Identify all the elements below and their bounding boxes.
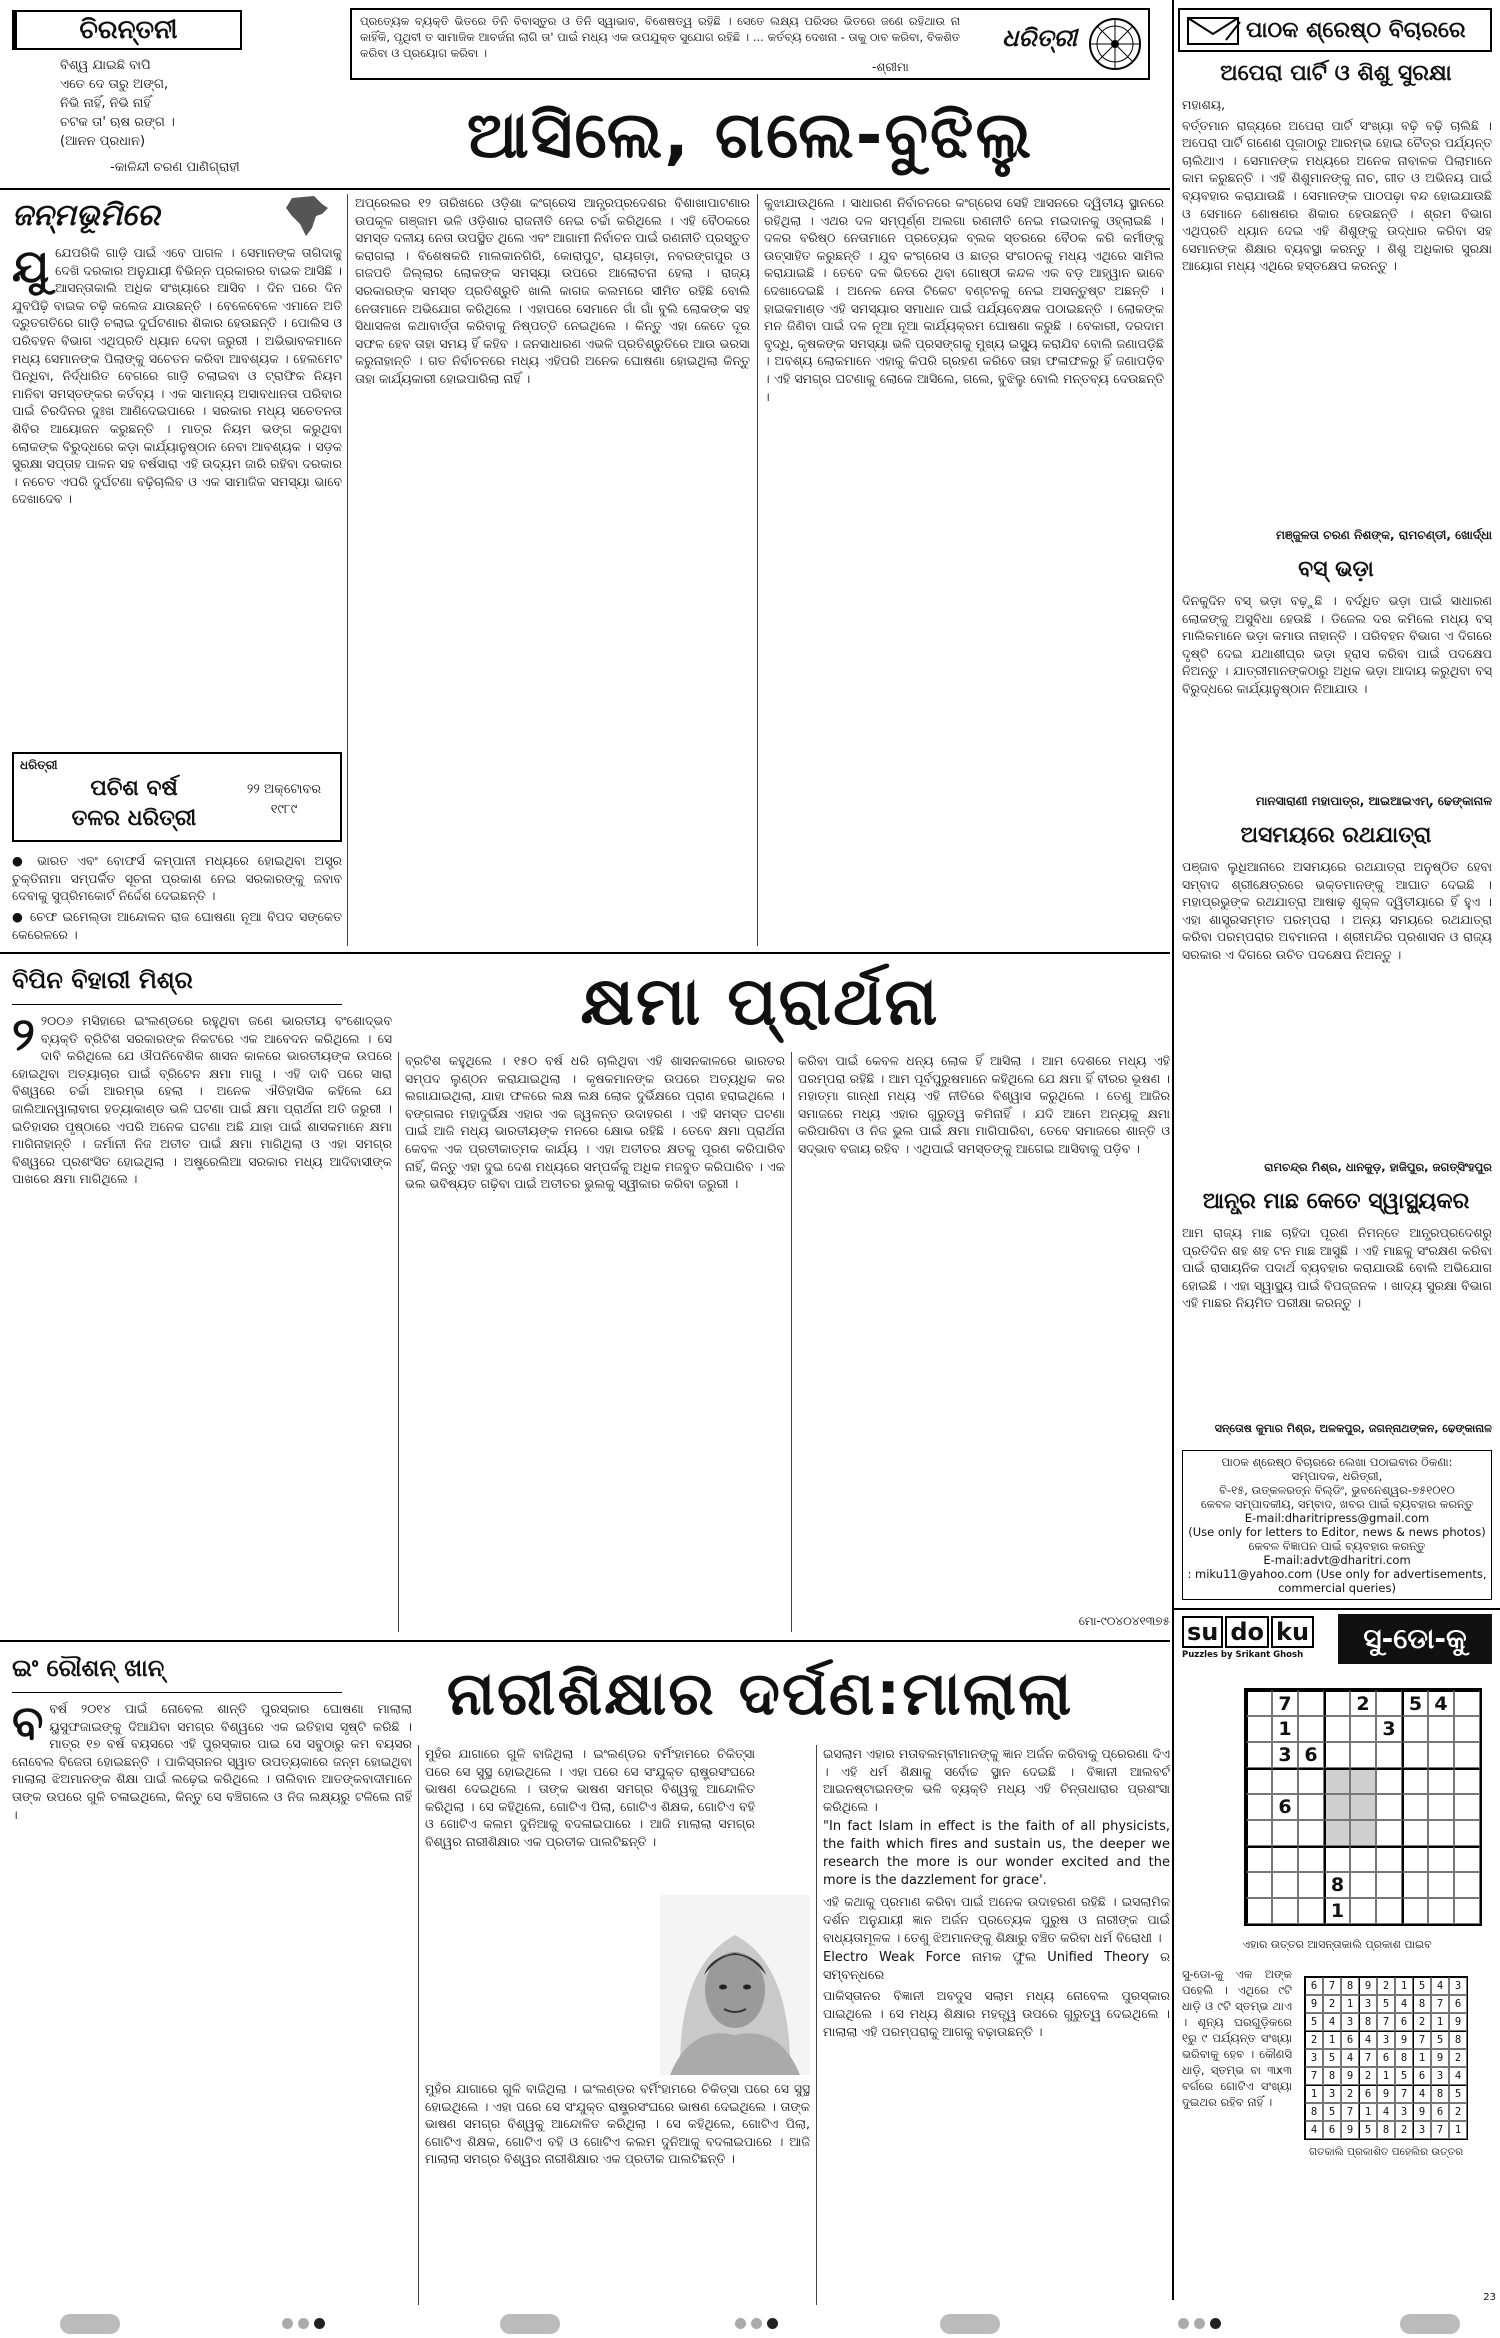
sudoku-cell[interactable] [1246, 1846, 1272, 1872]
sudoku-cell[interactable] [1272, 1898, 1298, 1924]
malala-author: ଇଂ ରୌଶନ୍ ଖାନ୍ [12, 1654, 165, 1682]
letter-4-signature: ସନ୍ତୋଷ କୁମାର ମିଶ୍ର, ଅଳକପୁର, ଜଗନ୍ନାଥଙ୍କନ, ଢେଙ୍କାନାଳ [1214, 1422, 1492, 1435]
malala-col1: ବବର୍ଷ ୨୦୧୪ ପାଇଁ ନୋବେଲ ଶାନ୍ତି ପୁରସ୍କାର ଘୋଷଣା ମାଲାଲା ୟୁସୁଫଜାଇଙ୍କୁ ଦିଆଯିବା ସମଗ୍ର ବିଶ୍ୱରେ ଏକ ଇତିହାସ ସୃଷ୍ଟି କରିଛି । ମାତ୍ର ୧୭ ବର୍ଷ ବୟସରେ ଏହି ପୁରସ୍କାର ପାଇ ସେ ସବୁଠାରୁ କମ ବୟସର ନୋବେଲ ବିଜେତା ହୋଇଛନ୍ତି । ପାକିସ୍ତାନର ସ୍ୱାତ ଉପତ୍ୟକାରେ ଜନ୍ମ ହୋଇଥିବା ମାଲାଲା ଝିଅମାନଙ୍କ ଶିକ୍ଷା ପାଇଁ ଲଢ଼େଇ କରିଥିଲେ । ତାଲିବାନ ଆତଙ୍କବାଦୀମାନେ ତାଙ୍କ ଉପରେ ଗୁଳି ଚଳାଇଥିଲେ, କିନ୍ତୁ ସେ ବଞ୍ଚିଗଲେ ଓ ନିଜ ଲକ୍ଷ୍ୟରୁ ଟଳିଲେ ନାହିଁ । [12, 1700, 412, 1822]
sudoku-solution-cell: 8 [1449, 2031, 1467, 2049]
letter-4-body: ଆମ ରାଜ୍ୟ ମାଛ ଚାହିଦା ପୂରଣ ନିମନ୍ତେ ଆନ୍ଧ୍ରପ୍ରଦେଶରୁ ପ୍ରତିଦିନ ଶହ ଶହ ଟନ ମାଛ ଆସୁଛି । ଏହି ମାଛକୁ ସଂରକ୍ଷଣ କରିବା ପାଇଁ ରାସାୟନିକ ପଦାର୍ଥ ବ୍ୟବହାର କରାଯାଉଛି ବୋଲି ଅଭିଯୋଗ ହୋଇଛି । ଏହା ସ୍ୱାସ୍ଥ୍ୟ ପାଇଁ ବିପଜ୍ଜନକ । ଖାଦ୍ୟ ସୁରକ୍ଷା ବିଭାଗ ଏହି ମାଛର ନିୟମିତ ପରୀକ୍ଷା କରନ୍ତୁ । [1182, 1225, 1492, 1311]
kshama-col2: ବ୍ରଟିଶ କହୁଥିଲେ । ୧୫୦ ବର୍ଷ ଧରି ଚାଲିଥିବା ଏହି ଶାସନକାଳରେ ଭାରତର ସମ୍ପଦ ଲୁଣ୍ଠନ କରାଯାଇଥିଲା । କୃଷକମାନଙ୍କ ଉପରେ ଅତ୍ୟଧିକ କର ଲଗାଯାଇଥିଲା, ଯାହା ଫଳରେ ଲକ୍ଷ ଲକ୍ଷ ଲୋକ ଦୁର୍ଭିକ୍ଷରେ ପ୍ରାଣ ହରାଇଥିଲେ । ବଙ୍ଗଳାର ମହାଦୁର୍ଭିକ୍ଷ ଏହାର ଏକ ଜ୍ୱଳନ୍ତ ଉଦାହରଣ । ଏହି ସମସ୍ତ ଘଟଣା ପାଇଁ ଆଜି ମଧ୍ୟ ଭାରତୀୟଙ୍କ ମନରେ କ୍ଷୋଭ ରହିଛି । ତେବେ କ୍ଷମା ପ୍ରାର୍ଥନା କେବଳ ଏକ ପ୍ରତୀକାତ୍ମକ କାର୍ଯ୍ୟ । ଏହା ଅତୀତର କ୍ଷତକୁ ପୂରଣ କରିପାରିବ ନାହିଁ, କିନ୍ତୁ ଏହା ଦୁଇ ଦେଶ ମଧ୍ୟରେ ସମ୍ପର୍କକୁ ଅଧିକ ମଜବୁତ କରିପାରିବ । ଏକ ଭଲ ଭବିଷ୍ୟତ ଗଢ଼ିବା ପାଇଁ ଅତୀତର ଭୁଲକୁ ସ୍ୱୀକାର କରିବା ଜରୁରୀ । [405, 1053, 785, 1192]
sudoku-solution-cell: 6 [1359, 2085, 1377, 2103]
sudoku-solution-grid [1304, 1976, 1468, 2140]
registration-marks [0, 2308, 1500, 2338]
sudoku-cell[interactable] [1428, 1742, 1454, 1768]
kshama-author: ବିପିନ ବିହାରୀ ମିଶ୍ର [12, 966, 193, 994]
reg-dot [1194, 2318, 1205, 2329]
sudoku-solution-cell: 2 [1413, 2013, 1431, 2031]
sudoku-solution-cell: 4 [1377, 2103, 1395, 2121]
malala-col3 [823, 1745, 1170, 2305]
sudoku-cell[interactable] [1246, 1794, 1272, 1820]
sudoku-solution-cell: 7 [1431, 1995, 1449, 2013]
sudoku-solution-cell: 4 [1305, 2121, 1323, 2139]
malala-col3-p2: ଏହି କଥାକୁ ପ୍ରମାଣ କରିବା ପାଇଁ ଅନେକ ଉଦାହରଣ ରହିଛି । ଇସଲାମିକ ଦର୍ଶନ ଅନୁଯାୟୀ ଜ୍ଞାନ ଅର୍ଜନ ପ୍ରତ୍ୟେକ ପୁରୁଷ ଓ ନାରୀଙ୍କ ପାଇଁ ବାଧ୍ୟତାମୂଳକ । ତେଣୁ ଝିଅମାନଙ୍କୁ ଶିକ୍ଷାରୁ ବଞ୍ଚିତ କରିବା ଧର୍ମ ବିରୋଧୀ । [823, 1894, 1170, 1945]
sudoku-cell[interactable] [1298, 1768, 1324, 1794]
sudoku-cell[interactable] [1350, 1872, 1376, 1898]
reader-header-label: ପାଠକ ଶ୍ରେଷ୍ଠ ବିଚାରରେ [1246, 18, 1466, 43]
sudoku-solution-cell: 2 [1323, 1995, 1341, 2013]
malala-quote-en: "In fact Islam in effect is the faith of all physicists, the faith which fires and sustain us, the deeper we research the more is our wonder excited and the more is the dazzlement for grace'. [823, 1819, 1170, 1889]
sudoku-cell[interactable] [1298, 1716, 1324, 1742]
sudoku-solution-label: ଗତକାଲି ପ୍ରକାଶିତ ପହେଲିର ଉତ୍ତର [1308, 2146, 1464, 2158]
sudoku-cell[interactable]: 3 [1376, 1716, 1402, 1742]
sudoku-solution-cell: 6 [1431, 2103, 1449, 2121]
sudoku-solution-cell: 1 [1395, 1977, 1413, 1995]
sudoku-solution-cell: 9 [1395, 2031, 1413, 2049]
sudoku-solution-cell: 6 [1323, 2121, 1341, 2139]
sudoku-solution-cell: 3 [1305, 2049, 1323, 2067]
sudoku-cell[interactable] [1350, 1742, 1376, 1768]
sudoku-byline: Puzzles by Srikant Ghosh [1182, 1650, 1304, 1660]
quote-box [350, 8, 1150, 80]
sudoku-cell[interactable] [1246, 1742, 1272, 1768]
sudoku-cell[interactable] [1454, 1846, 1480, 1872]
letter-1-text: ବର୍ତ୍ତମାନ ରାଜ୍ୟରେ ଅପେରା ପାର୍ଟି ସଂଖ୍ୟା ବଢ଼ି ବଢ଼ି ଚାଲିଛି । ଅପେରା ପାର୍ଟି ଗଣେଶ ପୂଜାଠାରୁ ଆରମ୍ଭ ହୋଇ ଚୈତ୍ର ପର୍ଯ୍ୟନ୍ତ ଚାଲିଥାଏ । ସେମାନଙ୍କ ମଧ୍ୟରେ ଅନେକ ନାବାଳକ ପିଲାମାନେ କାମ କରୁଛନ୍ତି । ଏହି ଶିଶୁମାନଙ୍କୁ ନାଚ, ଗୀତ ଓ ଅଭିନୟ ପାଇଁ ବ୍ୟବହାର କରାଯାଉଛି । ସେମାନଙ୍କ ପାଠପଢ଼ା ବନ୍ଦ ହୋଇଯାଉଛି ଓ ସେମାନେ ଶୋଷଣର ଶିକାର ହେଉଛନ୍ତି । ଶ୍ରମ ବିଭାଗ ଏଥିପ୍ରତି ଧ୍ୟାନ ଦେଇ ଏହି ଶିଶୁଙ୍କୁ ଉଦ୍ଧାର କରିବା ସହ ସେମାନଙ୍କ ଶିକ୍ଷାର ବ୍ୟବସ୍ଥା କରନ୍ତୁ । ଶିଶୁ ଅଧିକାର ସୁରକ୍ଷା ଆୟୋଗ ମଧ୍ୟ ଏଥିରେ ହସ୍ତକ୍ଷେପ କରନ୍ତୁ । [1182, 117, 1492, 274]
sudoku-cell[interactable] [1428, 1794, 1454, 1820]
sudoku-solution-cell: 8 [1305, 2103, 1323, 2121]
kshama-col3: କରିବା ପାଇଁ କେବଳ ଧନ୍ୟ ଲୋକ ହିଁ ଆସିଲା । ଆମ ଦେଶରେ ମଧ୍ୟ ଏହି ପରମ୍ପରା ରହିଛି । ଆମ ପୂର୍ବପୁରୁଷମାନେ କହିଥିଲେ ଯେ କ୍ଷମା ହିଁ ବୀରର ଭୂଷଣ । ମହାତ୍ମା ଗାନ୍ଧୀ ମଧ୍ୟ ଏହି ନୀତିରେ ବିଶ୍ୱାସ କରୁଥିଲେ । ତେଣୁ ଆଜିର ସମାଜରେ ମଧ୍ୟ ଏହାର ଗୁରୁତ୍ୱ କମିନାହିଁ । ଯଦି ଆମେ ଅନ୍ୟକୁ କ୍ଷମା କରିପାରିବା ଓ ନିଜ ଭୁଲ ପାଇଁ କ୍ଷମା ମାଗିପାରିବା, ତେବେ ସମାଜରେ ଶାନ୍ତି ଓ ସଦ୍ଭାବ ବଜାୟ ରହିବ । ଏଥିପାଇଁ ସମସ୍ତଙ୍କୁ ଆଗେଇ ଆସିବାକୁ ପଡ଼ିବ । [798, 1053, 1170, 1156]
sudoku-cell[interactable] [1454, 1872, 1480, 1898]
letter-2-signature: ମାନସାରାଣୀ ମହାପାତ୍ର, ଆଇଆଇଏମ୍‌, ଢେଙ୍କାନାଳ [1255, 794, 1492, 808]
sudoku-logo [1182, 1616, 1334, 1666]
sudoku-logo-su: su [1182, 1616, 1223, 1648]
sudoku-cell[interactable]: 7 [1272, 1690, 1298, 1716]
sudoku-odia-title: ସୁ-ଡୋ-କୁ [1338, 1614, 1492, 1664]
sudoku-cell[interactable] [1350, 1846, 1376, 1872]
chirantani-label: ଚିରନ୍ତନୀ [12, 10, 242, 50]
letter-3-body: ପଞ୍ଜାବ ଲୁଧିଆନାରେ ଅସମୟରେ ରଥଯାତ୍ରା ଅନୁଷ୍ଠିତ ହେବା ସମ୍ବାଦ ଶ୍ରୀକ୍ଷେତ୍ରରେ ଭକ୍ତମାନଙ୍କୁ ଆଘାତ ଦେଇଛି । ମହାପ୍ରଭୁଙ୍କ ରଥଯାତ୍ରା ଆଷାଢ଼ ଶୁକ୍ଳ ଦ୍ୱିତୀୟାରେ ହିଁ ହୁଏ । ଏହା ଶାସ୍ତ୍ରସମ୍ମତ ପରମ୍ପରା । ଅନ୍ୟ ସମୟରେ ରଥଯାତ୍ରା କରିବା ପରମ୍ପରାର ଅବମାନନା । ଶ୍ରୀମନ୍ଦିର ପ୍ରଶାସନ ଓ ରାଜ୍ୟ ସରକାର ଏ ଦିଗରେ ଉଚିତ ପଦକ୍ଷେପ ନିଅନ୍ତୁ । [1182, 859, 1492, 962]
sudoku-cell[interactable]: 1 [1272, 1716, 1298, 1742]
sudoku-cell[interactable] [1402, 1794, 1428, 1820]
malala-col3-p1: ଇସଲାମ ଏହାର ମତାବଲମ୍ବୀମାନଙ୍କୁ ଜ୍ଞାନ ଅର୍ଜନ କରିବାକୁ ପ୍ରେରଣା ଦିଏ । ଏହି ଧର୍ମ ଶିକ୍ଷାକୁ ସର୍ବୋଚ୍ଚ ସ୍ଥାନ ଦେଇଛି । ବିଜ୍ଞାନୀ ଆଲବର୍ଟ ଆଇନଷ୍ଟାଇନଙ୍କ ଭଳି ବ୍ୟକ୍ତି ମଧ୍ୟ ଏହି ଚିନ୍ତାଧାରାର ପ୍ରଶଂସା କରିଥିଲେ । [823, 1746, 1170, 1814]
janmabhumi-label: ଜନ୍ମଭୂମିରେ [12, 198, 160, 233]
sudoku-solution-cell: 3 [1431, 2067, 1449, 2085]
sudoku-grid [1244, 1688, 1482, 1926]
sudoku-cell[interactable]: 5 [1402, 1690, 1428, 1716]
main-article-col2: କୁଝାଯାଉଥିଲେ । ସାଧାରଣ ନିର୍ବାଚନରେ କଂଗ୍ରେସ ସେହି ଆସନରେ ଦ୍ୱିତୀୟ ସ୍ଥାନରେ ରହିଥିଲା । ଏଥର ଦଳ ସମ୍ପୂର୍ଣ୍ଣ ଅଲଗା ରଣନୀତି ନେଇ ମଇଦାନକୁ ଓହ୍ଲାଇଛି । ଦଳର ବରିଷ୍ଠ ନେତାମାନେ ପ୍ରତ୍ୟେକ ବ୍ଲକ ସ୍ତରରେ ବୈଠକ କରି କର୍ମୀଙ୍କୁ ଉତ୍ସାହିତ କରୁଛନ୍ତି । ଯୁବ କଂଗ୍ରେସ ଓ ଛାତ୍ର ସଂଗଠନକୁ ମଧ୍ୟ ଏଥିରେ ସାମିଲ କରାଯାଇଛି । ତେବେ ଦଳ ଭିତରେ ଥିବା ଗୋଷ୍ଠୀ କନ୍ଦଳ ଏକ ବଡ଼ ଆହ୍ୱାନ ଭାବେ ଦେଖାଦେଇଛି । ଅନେକ ନେତା ଟିକେଟ ବଣ୍ଟନକୁ ନେଇ ଅସନ୍ତୁଷ୍ଟ ଅଛନ୍ତି । ହାଇକମାଣ୍ଡ ଏହି ସମସ୍ୟାର ସମାଧାନ ପାଇଁ ପର୍ଯ୍ୟବେକ୍ଷକ ପଠାଇଛନ୍ତି । ଲୋକଙ୍କ ମନ ଜିଣିବା ପାଇଁ ଦଳ ନୂଆ ନୂଆ କାର୍ଯ୍ୟକ୍ରମ ଘୋଷଣା କରୁଛି । ବେକାରୀ, ଦରଦାମ ବୃଦ୍ଧି, କୃଷକଙ୍କ ସମସ୍ୟା ଭଳି ପ୍ରସଙ୍ଗକୁ ମୁଖ୍ୟ ଇସ୍ୟୁ କରାଯିବ ବୋଲି ଜଣାପଡ଼ିଛି । ଅବଶ୍ୟ ଲୋକମାନେ ଏହାକୁ କିପରି ଗ୍ରହଣ କରିବେ ତାହା ଫଳାଫଳରୁ ହିଁ ଜଣାପଡ଼ିବ । ଏହି ସମଗ୍ର ଘଟଣାକୁ ଲୋକେ ଆସିଲେ, ଗଲେ, ବୁଝିଲୁ ବୋଲି ମନ୍ତବ୍ୟ ଦେଉଛନ୍ତି । [764, 195, 1164, 404]
letter-2-body: ଦିନକୁଦିନ ବସ୍ ଭଡ଼ା ବଢ଼ୁଛି । ବର୍ଦ୍ଧିତ ଭଡ଼ା ପାଇଁ ସାଧାରଣ ଲୋକଙ୍କୁ ଅସୁବିଧା ହେଉଛି । ଡିଜେଲ ଦର କମିଲେ ମଧ୍ୟ ବସ୍ ମାଲିକମାନେ ଭଡ଼ା କମାଉ ନାହାନ୍ତି । ପରିବହନ ବିଭାଗ ଏ ଦିଗରେ ଦୃଷ୍ଟି ଦେଇ ଯଥାଶୀଘ୍ର ଭଡ଼ା ହ୍ରାସ କରିବା ପାଇଁ ପଦକ୍ଷେପ ନିଅନ୍ତୁ । ଯାତ୍ରୀମାନଙ୍କଠାରୁ ଅଧିକ ଭଡ଼ା ଆଦାୟ କରୁଥିବା ବସ୍ ବିରୁଦ୍ଧରେ କାର୍ଯ୍ୟାନୁଷ୍ଠାନ ନିଆଯାଉ । [1182, 593, 1492, 696]
malala-col2: ମୁହଁର ଯାଗାରେ ଗୁଳି ବାଜିଥିଲା । ଇଂଲଣ୍ଡର ବର୍ମିଂହାମରେ ଚିକିତ୍ସା ପରେ ସେ ସୁସ୍ଥ ହୋଇଥିଲେ । ଏହା ପରେ ସେ ସଂଯୁକ୍ତ ରାଷ୍ଟ୍ରସଂଘରେ ଭାଷଣ ଦେଇଥିଲେ । ତାଙ୍କ ଭାଷଣ ସମଗ୍ର ବିଶ୍ୱକୁ ଆନ୍ଦୋଳିତ କରିଥିଲା । ସେ କହିଥିଲେ, ଗୋଟିଏ ପିଲା, ଗୋଟିଏ ଶିକ୍ଷକ, ଗୋଟିଏ ବହି ଓ ଗୋଟିଏ କଲମ ଦୁନିଆକୁ ବଦଳାଇପାରେ । ଆଜି ମାଲାଲା ସମଗ୍ର ବିଶ୍ୱର ନାରୀଶିକ୍ଷାର ଏକ ପ୍ରତୀକ ପାଲଟିଛନ୍ତି । [425, 1746, 755, 1849]
quote-author: -ଶ୍ରୀମା [872, 60, 909, 74]
chirantani-author: -କାଳିନ୍ଦୀ ଚରଣ ପାଣିଗ୍ରାହୀ [110, 160, 240, 175]
contact-note-1: (Use only for letters to Editor, news & news photos) [1188, 1525, 1486, 1539]
anniversary-title: ପଚିଶ ବର୍ଷ ତଳର ଧରିତ୍ରୀ [71, 776, 197, 831]
sudoku-solution-cell: 7 [1359, 2049, 1377, 2067]
sudoku-cell[interactable] [1246, 1716, 1272, 1742]
letter-3-title: ଅସମୟରେ ରଥଯାତ୍ରା [1240, 823, 1432, 848]
sudoku-solution-cell: 2 [1395, 2121, 1413, 2139]
sudoku-cell[interactable] [1324, 1820, 1350, 1846]
sudoku-cell[interactable] [1428, 1820, 1454, 1846]
reg-dot [298, 2318, 309, 2329]
sudoku-solution-cell: 5 [1449, 2085, 1467, 2103]
sudoku-solution-cell: 3 [1377, 2031, 1395, 2049]
contact-email-2[interactable]: E-mail:advt@dharitri.com [1263, 1553, 1411, 1567]
sudoku-cell[interactable] [1454, 1820, 1480, 1846]
sudoku-cell[interactable] [1350, 1768, 1376, 1794]
sudoku-cell[interactable] [1376, 1820, 1402, 1846]
sudoku-cell[interactable]: 8 [1324, 1872, 1350, 1898]
sudoku-solution-cell: 8 [1431, 2085, 1449, 2103]
sudoku-cell[interactable] [1402, 1768, 1428, 1794]
sudoku-solution-cell: 8 [1377, 2121, 1395, 2139]
sudoku-solution-cell: 2 [1305, 2031, 1323, 2049]
janmabhumi-text: ଯୁଯେପରିକି ଗାଡ଼ି ପାଇଁ ଏବେ ପାଗଳ । ସେମାନଙ୍କ ତାଗିଦାକୁ ଦେଖି ଦରକାର ଅନୁଯାୟୀ ବିଭିନ୍ନ ପ୍ରକାରର ବାଇକ ଆସିଛି । ଆସନ୍ତାକାଲି ଅଧିକ ସଂଖ୍ୟାରେ ଆସିବ । ଦିନ ପରେ ଦିନ ଯୁବପିଢ଼ି ବାଇକ ଚଢ଼ି କଲେଜ ଯାଉଛନ୍ତି । ବେଳେବେଳେ ଏମାନେ ଅତି ଦ୍ରୁତଗତିରେ ଗାଡ଼ି ଚଲାଇ ଦୁର୍ଘଟଣାର ଶିକାର ହେଉଛନ୍ତି । ପୋଲିସ ଓ ପରିବହନ ବିଭାଗ ଏଥିପ୍ରତି ଧ୍ୟାନ ଦେବା ଜରୁରୀ । ଅଭିଭାବକମାନେ ମଧ୍ୟ ସେମାନଙ୍କ ପିଲାଙ୍କୁ ସଚେତନ କରିବା ଆବଶ୍ୟକ । ହେଲମେଟ ପିନ୍ଧିବା, ନିର୍ଦ୍ଧାରିତ ବେଗରେ ଗାଡ଼ି ଚଲାଇବା ଓ ଟ୍ରାଫିକ ନିୟମ ମାନିବା ସମସ୍ତଙ୍କର କର୍ତବ୍ୟ । ଏକ ସାମାନ୍ୟ ଅସାବଧାନତା ପରିବାର ପାଇଁ ଚିରଦିନର ଦୁଃଖ ଆଣିଦେଇପାରେ । ସରକାର ମଧ୍ୟ ସଚେତନତା ଶିବିର ଆୟୋଜନ କରୁଛନ୍ତି । ମାତ୍ର ନିୟମ ଭଙ୍ଗ କରୁଥିବା ଲୋକଙ୍କ ବିରୁଦ୍ଧରେ କଡ଼ା କାର୍ଯ୍ୟାନୁଷ୍ଠାନ ନେବା ଆବଶ୍ୟକ । ସଡ଼କ ସୁରକ୍ଷା ସପ୍ତାହ ପାଳନ ସହ ବର୍ଷସାରା ଏହି ଉଦ୍ୟମ ଜାରି ରହିବା ଦରକାର । ନଚେତ ଏପରି ଦୁର୍ଘଟଣା ବଢ଼ିଚାଲିବ ଓ ଏକ ସାମାଜିକ ସମସ୍ୟା ଭାବେ ଦେଖାଦେବ । [12, 244, 342, 507]
sudoku-cell[interactable] [1246, 1768, 1272, 1794]
sudoku-solution-cell: 2 [1341, 2085, 1359, 2103]
sudoku-solution-cell: 4 [1359, 2031, 1377, 2049]
reg-dot [751, 2318, 762, 2329]
reg-dot [1178, 2318, 1189, 2329]
gray-dot [500, 2314, 560, 2334]
sudoku-solution-cell: 4 [1341, 2049, 1359, 2067]
sudoku-solution-cell: 2 [1449, 2049, 1467, 2067]
letter-1-salutation: ମହାଶୟ, [1182, 97, 1226, 112]
sudoku-cell[interactable] [1324, 1768, 1350, 1794]
sudoku-solution-cell: 6 [1413, 2067, 1431, 2085]
letter-4-title: ଆନ୍ଧ୍ର ମାଛ କେତେ ସ୍ୱାସ୍ଥ୍ୟକର [1202, 1189, 1470, 1214]
sudoku-solution-cell: 7 [1377, 2013, 1395, 2031]
sudoku-solution-cell: 9 [1377, 2085, 1395, 2103]
contact-box [1182, 1450, 1492, 1600]
sudoku-solution-cell: 4 [1323, 2013, 1341, 2031]
sudoku-solution-cell: 7 [1413, 2031, 1431, 2049]
malala-photo [660, 1895, 810, 2075]
sudoku-cell[interactable] [1298, 1846, 1324, 1872]
reg-dot [767, 2318, 778, 2329]
sudoku-solution-cell: 7 [1431, 2121, 1449, 2139]
sudoku-cell[interactable] [1428, 1872, 1454, 1898]
sudoku-solution-cell: 5 [1377, 1995, 1395, 2013]
sudoku-cell[interactable] [1246, 1898, 1272, 1924]
sudoku-cell[interactable] [1324, 1846, 1350, 1872]
reg-dot [735, 2318, 746, 2329]
sudoku-solution-cell: 9 [1359, 1977, 1377, 1995]
sudoku-solution-cell: 3 [1359, 1995, 1377, 2013]
sudoku-answer-label: ଏହାର ଉତ୍ତର ଆସନ୍ତାକାଲି ପ୍ରକାଶ ପାଇବ [1242, 1938, 1432, 1951]
sudoku-cell[interactable]: 6 [1298, 1742, 1324, 1768]
envelope-icon [1186, 16, 1242, 46]
contact-email-1[interactable]: E-mail:dharitripress@gmail.com [1244, 1511, 1430, 1525]
sudoku-cell[interactable] [1350, 1794, 1376, 1820]
sudoku-solution-cell: 8 [1359, 2013, 1377, 2031]
sudoku-cell[interactable] [1376, 1742, 1402, 1768]
sudoku-solution-cell: 8 [1323, 2067, 1341, 2085]
sudoku-solution-cell: 9 [1413, 2103, 1431, 2121]
sudoku-solution-cell: 8 [1341, 1977, 1359, 1995]
sudoku-solution-cell: 5 [1359, 2121, 1377, 2139]
sudoku-cell[interactable]: 2 [1350, 1690, 1376, 1716]
sudoku-solution-cell: 4 [1413, 2085, 1431, 2103]
sudoku-solution-cell: 6 [1395, 2013, 1413, 2031]
sudoku-solution-cell: 4 [1431, 1977, 1449, 1995]
sudoku-solution-cell: 1 [1449, 2121, 1467, 2139]
letter-1-title: ଅପେରା ପାର୍ଟି ଓ ଶିଶୁ ସୁରକ୍ଷା [1220, 61, 1452, 86]
sudoku-solution-cell: 5 [1305, 2013, 1323, 2031]
sudoku-cell[interactable] [1402, 1846, 1428, 1872]
sudoku-cell[interactable] [1376, 1898, 1402, 1924]
sudoku-solution-cell: 6 [1341, 2031, 1359, 2049]
sudoku-solution-cell: 1 [1431, 2013, 1449, 2031]
letter-3-signature: ରାମଚନ୍ଦ୍ର ମିଶ୍ର, ଧାନକୁଡ଼, ହାଜିପୁର, ଜଗତ୍‌ସିଂହପୁର [1264, 1160, 1492, 1174]
sudoku-solution-cell: 5 [1413, 1977, 1431, 1995]
reg-dot [282, 2318, 293, 2329]
sudoku-solution-cell: 7 [1341, 2103, 1359, 2121]
sudoku-solution-cell: 6 [1377, 2049, 1395, 2067]
anniversary-box [12, 752, 342, 842]
sudoku-cell[interactable]: 3 [1272, 1742, 1298, 1768]
sudoku-solution-cell: 6 [1305, 1977, 1323, 1995]
sudoku-solution-cell: 2 [1449, 2103, 1467, 2121]
sudoku-cell[interactable] [1402, 1898, 1428, 1924]
sudoku-cell[interactable] [1402, 1742, 1428, 1768]
sudoku-cell[interactable] [1298, 1690, 1324, 1716]
sudoku-cell[interactable] [1402, 1872, 1428, 1898]
sudoku-solution-cell: 2 [1377, 1977, 1395, 1995]
sudoku-cell[interactable] [1298, 1872, 1324, 1898]
sudoku-solution-cell: 5 [1323, 2103, 1341, 2121]
page-number: 23 [1483, 2292, 1496, 2303]
sudoku-solution-cell: 2 [1359, 2067, 1377, 2085]
sudoku-solution-cell: 1 [1359, 2103, 1377, 2121]
malala-title: ନାରୀଶିକ୍ଷାର ଦର୍ପଣ:ମାଲାଲା [446, 1659, 1074, 1729]
sudoku-solution-cell: 7 [1305, 2067, 1323, 2085]
sudoku-logo-do: do [1225, 1616, 1269, 1648]
letter-2-title: ବସ୍ ଭଡ଼ା [1298, 557, 1374, 582]
sudoku-cell[interactable] [1454, 1768, 1480, 1794]
sudoku-solution-cell: 5 [1323, 2049, 1341, 2067]
sudoku-cell[interactable] [1324, 1742, 1350, 1768]
sudoku-solution-cell: 9 [1341, 2121, 1359, 2139]
sudoku-solution-cell: 9 [1341, 2067, 1359, 2085]
letter-1-body [1182, 96, 1492, 526]
sudoku-cell[interactable] [1324, 1690, 1350, 1716]
anniversary-bullet-1: ● ଭାରତ ଏବଂ ବୋଫର୍ସ କମ୍ପାନୀ ମଧ୍ୟରେ ହୋଇଥିବା ଅସ୍ତ୍ର ଚୁକ୍ତିନାମା ସମ୍ପର୍କିତ ସୂଚନା ପ୍ରକାଶ ନେଇ ସରକାରଙ୍କୁ ଜବାବ ଦେବାକୁ ସୁପ୍ରିମକୋର୍ଟ ନିର୍ଦ୍ଦେଶ ଦେଇଛନ୍ତି । [12, 853, 342, 904]
sudoku-solution-cell: 3 [1449, 1977, 1467, 1995]
contact-line-1: ପାଠକ ଶ୍ରେଷ୍ଠ ବିଚାରରେ ଲେଖା ପଠାଇବାର ଠିକଣା: [1221, 1455, 1453, 1469]
sudoku-solution-cell: 3 [1323, 2085, 1341, 2103]
sudoku-solution-cell: 4 [1395, 1995, 1413, 2013]
sudoku-solution-cell: 3 [1341, 2013, 1359, 2031]
sudoku-cell[interactable]: 6 [1272, 1794, 1298, 1820]
sudoku-cell[interactable] [1350, 1898, 1376, 1924]
malala-col3-p3: ପାକିସ୍ତାନର ବିଜ୍ଞାନୀ ଅବଦୁସ ସଲାମ ମଧ୍ୟ ନୋବେଲ ପୁରସ୍କାର ପାଇଥିଲେ । ସେ ମଧ୍ୟ ଶିକ୍ଷାର ମହତ୍ତ୍ୱ ଉପରେ ଗୁରୁତ୍ୱ ଦେଇଥିଲେ । ମାଲାଲା ଏହି ପରମ୍ପରାକୁ ଆଗକୁ ବଢ଼ାଉଛନ୍ତି । [823, 1988, 1170, 2039]
sudoku-cell[interactable]: 1 [1324, 1898, 1350, 1924]
contact-email-3[interactable]: : miku11@yahoo.com (Use only for advertisements, commercial queries) [1187, 1567, 1487, 1595]
sudoku-solution-cell: 7 [1395, 2085, 1413, 2103]
sudoku-cell[interactable] [1454, 1690, 1480, 1716]
sudoku-cell[interactable] [1402, 1820, 1428, 1846]
sudoku-cell[interactable] [1246, 1872, 1272, 1898]
sudoku-cell[interactable] [1350, 1716, 1376, 1742]
india-map-icon [282, 194, 332, 238]
sudoku-cell[interactable] [1272, 1872, 1298, 1898]
malala-physics-en: Electro Weak Force ନାମକ ଫୁଲ Unified Theory ର ସମ୍ବନ୍ଧରେ [823, 1950, 1170, 1983]
sudoku-solution-cell: 3 [1413, 2121, 1431, 2139]
sudoku-solution-cell: 7 [1323, 1977, 1341, 1995]
letter-1-signature: ମଞ୍ଜୁଳତା ଚରଣ ନିଶଙ୍କ, ରାମଚଣ୍ଡୀ, ଖୋର୍ଦ୍ଧା [1276, 528, 1492, 542]
sudoku-logo-ku: ku [1271, 1616, 1314, 1648]
sudoku-cell[interactable] [1350, 1820, 1376, 1846]
sudoku-cell[interactable] [1246, 1690, 1272, 1716]
gray-dot [60, 2314, 120, 2334]
sudoku-cell[interactable] [1272, 1846, 1298, 1872]
sudoku-cell[interactable] [1324, 1794, 1350, 1820]
sudoku-cell[interactable] [1402, 1716, 1428, 1742]
sudoku-solution-cell: 8 [1413, 1995, 1431, 2013]
main-article-col1: ଅପ୍ରେଲର ୧୨ ତାରିଖରେ ଓଡ଼ିଶା କଂଗ୍ରେସ ଆନ୍ଧ୍ରପ୍ରଦେଶର ବିଶାଖାପାଟଣାର ଉପକୂଳ ଗଞ୍ଜାମ ଭଳି ଓଡ଼ିଶାର ରାଜନୀତି ନେଇ ଚର୍ଚ୍ଚା କରିଥିଲେ । ଏହି ବୈଠକରେ ସମସ୍ତ ଦଳୀୟ ନେତା ଉପସ୍ଥିତ ଥିଲେ ଏବଂ ଆଗାମୀ ନିର୍ବାଚନ ପାଇଁ ରଣନୀତି ପ୍ରସ୍ତୁତ କରାଗଲା । ବିଶେଷକରି ମାଲକାନଗିରି, କୋରାପୁଟ, ରାୟଗଡ଼ା, ନବରଙ୍ଗପୁର ଓ ଗଜପତି ଜିଲ୍ଲାର ଲୋକଙ୍କ ସମସ୍ୟା ଉପରେ ଆଲୋଚନା ହେଲା । ରାଜ୍ୟ ସରକାରଙ୍କ ସମସ୍ତ ପ୍ରତିଶ୍ରୁତି ଖାଲି କାଗଜ କଲମରେ ସୀମିତ ରହିଛି ବୋଲି ନେତାମାନେ ଅଭିଯୋଗ କରିଥିଲେ । ଏହାପରେ ସେମାନେ ଗାଁ ଗାଁ ବୁଲି ଲୋକଙ୍କ ସହ ସିଧାସଳଖ କଥାବାର୍ତ୍ତା କରିବାକୁ ନିଷ୍ପତ୍ତି ନେଇଥିଲେ । କିନ୍ତୁ ଏହା କେତେ ଦୂର ସଫଳ ହେବ ତାହା ସମୟ ହିଁ କହିବ । ଜନସାଧାରଣ ଏଭଳି ପ୍ରତିଶ୍ରୁତିରେ ଆଉ ଭରସା କରୁନାହାନ୍ତି । ଗତ ନିର୍ବାଚନରେ ମଧ୍ୟ ଏହିପରି ଅନେକ ଘୋଷଣା ହୋଇଥିଲା କିନ୍ତୁ ତାହା କାର୍ଯ୍ୟକାରୀ ହୋଇପାରିଲା ନାହିଁ । [355, 195, 750, 386]
contact-line-3: ବି-୧୫, ଉତ୍କଳରତ୍ନ ବିଲ୍ଡିଂ, ଭୁବନେଶ୍ୱର-୭୫୧୦୧୦ [1219, 1483, 1455, 1497]
quote-text: ପ୍ରତ୍ୟେକ ବ୍ୟକ୍ତି ଭିତରେ ତିନି ବିବାସ୍ତୁର ଓ ତିନି ସ୍ୱାଭାବ, ବିଶେଷତ୍ୱ ରହିଛି । ସେତେ ଲକ୍ଷ୍ୟ ପରିସର ଭିତରେ ଜଣେ ରହିଥାଉ ନା କାହିଁକି, ପୃଥିବୀ ତ ସାମାଜିକ ଆବର୍ଜନା ଲାଗି ତା' ପାଇଁ ମଧ୍ୟ ଏକ ଉପଯୁକ୍ତ ସୁଯୋଗ ରହିଛି । ... କର୍ତବ୍ୟ ଦେଖନା - ତାକୁ ଠାବ କରିବା, ବିକଶିତ କରିବା ଓ ପ୍ରୟୋଗ କରିବା । [360, 14, 960, 60]
sudoku-solution-cell: 1 [1341, 1995, 1359, 2013]
sudoku-solution-cell: 8 [1395, 2049, 1413, 2067]
sudoku-cell[interactable] [1454, 1898, 1480, 1924]
kshama-title: କ୍ଷମା ପ୍ରାର୍ଥନା [580, 963, 940, 1040]
sudoku-solution-cell: 9 [1305, 1995, 1323, 2013]
chakra-icon [1087, 16, 1143, 72]
anniversary-date: ୨୨ ଅକ୍ଟୋବର ୧୯୮୯ [246, 782, 322, 817]
kshama-col1: ୨ ୨୦୦୬ ମସିହାରେ ଇଂଲଣ୍ଡରେ ରହୁଥିବା ଜଣେ ଭାରତୀୟ ବଂଶୋଦ୍ଭବ ବ୍ୟକ୍ତି ବ୍ରିଟିଶ ସରକାରଙ୍କ ନିକଟରେ ଏକ ଆବେଦନ କରିଥିଲେ । ସେ ଦାବି କରିଥିଲେ ଯେ ଔପନିବେଶିକ ଶାସନ କାଳରେ ଭାରତୀୟଙ୍କ ଉପରେ ହୋଇଥିବା ଅତ୍ୟାଚାର ପାଇଁ ବ୍ରିଟେନ କ୍ଷମା ମାଗୁ । ଏହି ଦାବି ପରେ ସାରା ବିଶ୍ୱରେ ଚର୍ଚ୍ଚା ଆରମ୍ଭ ହେଲା । ଅନେକ ଐତିହାସିକ କହିଲେ ଯେ ଜାଲିଆନୱାଲାବାଗ ହତ୍ୟାକାଣ୍ଡ ଭଳି ଘଟଣା ପାଇଁ କ୍ଷମା ପ୍ରାର୍ଥନା ଅତି ଜରୁରୀ । ଇତିହାସର ପୃଷ୍ଠାରେ ଏପରି ଅନେକ ଘଟଣା ଅଛି ଯାହା ପାଇଁ ଶାସକମାନେ କ୍ଷମା ମାଗିନାହାନ୍ତି । ଜର୍ମାନୀ ନିଜ ଅତୀତ ପାଇଁ କ୍ଷମା ମାଗିଥିଲା ଓ ଏହା ସମଗ୍ର ବିଶ୍ୱରେ ପ୍ରଶଂସିତ ହୋଇଥିଲା । ଅଷ୍ଟ୍ରେଲିଆ ସରକାର ମଧ୍ୟ ଆଦିବାସୀଙ୍କ ପାଖରେ କ୍ଷମା ମାଗିଥିଲେ । [12, 1012, 392, 1187]
sudoku-cell[interactable]: 4 [1428, 1690, 1454, 1716]
reader-header [1178, 8, 1492, 52]
sudoku-solution-cell: 1 [1305, 2085, 1323, 2103]
malala-col2-bottom: ମୁହଁର ଯାଗାରେ ଗୁଳି ବାଜିଥିଲା । ଇଂଲଣ୍ଡର ବର୍ମିଂହାମରେ ଚିକିତ୍ସା ପରେ ସେ ସୁସ୍ଥ ହୋଇଥିଲେ । ଏହା ପରେ ସେ ସଂଯୁକ୍ତ ରାଷ୍ଟ୍ରସଂଘରେ ଭାଷଣ ଦେଇଥିଲେ । ତାଙ୍କ ଭାଷଣ ସମଗ୍ର ବିଶ୍ୱକୁ ଆନ୍ଦୋଳିତ କରିଥିଲା । ସେ କହିଥିଲେ, ଗୋଟିଏ ପିଲା, ଗୋଟିଏ ଶିକ୍ଷକ, ଗୋଟିଏ ବହି ଓ ଗୋଟିଏ କଲମ ଦୁନିଆକୁ ବଦଳାଇପାରେ । ଆଜି ମାଲାଲା ସମଗ୍ର ବିଶ୍ୱର ନାରୀଶିକ୍ଷାର ଏକ ପ୍ରତୀକ ପାଲଟିଛନ୍ତି । [425, 2081, 810, 2167]
reg-dot [314, 2318, 325, 2329]
sudoku-solution-cell: 1 [1413, 2049, 1431, 2067]
anniversary-bullet-2: ● ଚେଫ ଇମେଲ୍‌ଡା ଆନ୍ଦୋଳନ ରାଜ ଘୋଷଣା ନୂଆ ବିପଦ ସଙ୍କେତ କେରେଳରେ । [12, 909, 342, 942]
sudoku-instructions: ସୁ-ଡୋ-କୁ ଏକ ଅଙ୍କ ପହେଲି । ଏଥିରେ ୯ଟି ଧାଡ଼ି ଓ ୯ଟି ସ୍ତମ୍ଭ ଥାଏ । ଶୂନ୍ୟ ଘରଗୁଡ଼ିକରେ ୧ରୁ ୯ ପର୍ଯ୍ୟନ୍ତ ସଂଖ୍ୟା ଭରିବାକୁ ହେବ । କୌଣସି ଧାଡ଼ି, ସ୍ତମ୍ଭ ବା ୩x୩ ବର୍ଗରେ ଗୋଟିଏ ସଂଖ୍ୟା ଦୁଇଥର ରହିବ ନାହିଁ । [1182, 1967, 1292, 2109]
sudoku-solution-cell: 5 [1431, 2031, 1449, 2049]
chirantani-poem: ବିଶ୍ୱ ଯାଇଛି ବାପି ଏତେ ଦେ ତାରୁ ଅଙ୍ଗ, ନିଭି ନାହିଁ, ନିଭି ନାହିଁ ଚଟକ ତା' ଋଷ ରଙ୍ଗ । (ଆନନ ପ୍ରଧାନ) [60, 58, 175, 149]
sudoku-cell[interactable] [1376, 1872, 1402, 1898]
sudoku-cell[interactable] [1376, 1846, 1402, 1872]
anniversary-logo: ଧରିତ୍ରୀ [20, 758, 58, 772]
sudoku-cell[interactable] [1376, 1690, 1402, 1716]
sudoku-cell[interactable] [1428, 1768, 1454, 1794]
sudoku-solution-cell: 1 [1323, 2031, 1341, 2049]
sudoku-solution-cell: 3 [1395, 2103, 1413, 2121]
sudoku-cell[interactable] [1454, 1716, 1480, 1742]
sudoku-cell[interactable] [1428, 1898, 1454, 1924]
sudoku-solution-cell: 4 [1449, 2067, 1467, 2085]
kshama-signature: ମୋ-୯୦୪୦୪୧୩୭୫ [1078, 1614, 1170, 1628]
sudoku-cell[interactable] [1376, 1794, 1402, 1820]
sudoku-solution-cell: 9 [1449, 2013, 1467, 2031]
sudoku-solution-cell: 6 [1449, 1995, 1467, 2013]
sudoku-solution-cell: 5 [1395, 2067, 1413, 2085]
sudoku-solution-cell: 9 [1431, 2049, 1449, 2067]
dharitri-logo: ଧରିତ୍ରୀ [1002, 24, 1077, 52]
sudoku-solution-cell: 1 [1377, 2067, 1395, 2085]
sudoku-cell[interactable] [1454, 1794, 1480, 1820]
sudoku-cell[interactable] [1272, 1768, 1298, 1794]
contact-line-5: କେବଳ ବିଜ୍ଞାପନ ପାଇଁ ବ୍ୟବହାର କରନ୍ତୁ [1248, 1539, 1426, 1553]
gray-dot [1400, 2314, 1460, 2334]
janmabhumi-header [12, 194, 342, 238]
contact-line-4: କେବଳ ସମ୍ପାଦକୀୟ, ସମ୍ବାଦ, ଖବର ପାଇଁ ବ୍ୟବହାର କରନ୍ତୁ [1200, 1497, 1474, 1511]
reg-dot [1210, 2318, 1221, 2329]
sudoku-cell[interactable] [1298, 1820, 1324, 1846]
sudoku-cell[interactable] [1428, 1846, 1454, 1872]
main-article-title: ଆସିଲେ, ଗଲେ-ବୁଝିଲୁ [466, 99, 1034, 173]
sudoku-cell[interactable] [1246, 1820, 1272, 1846]
sudoku-cell[interactable] [1324, 1716, 1350, 1742]
sudoku-cell[interactable] [1272, 1820, 1298, 1846]
gray-dot [940, 2314, 1000, 2334]
sudoku-cell[interactable] [1428, 1716, 1454, 1742]
sudoku-cell[interactable] [1454, 1742, 1480, 1768]
sudoku-cell[interactable] [1298, 1794, 1324, 1820]
contact-line-2: ସମ୍ପାଦକ, ଧରିତ୍ରୀ, [1291, 1469, 1383, 1483]
sudoku-cell[interactable] [1298, 1898, 1324, 1924]
sudoku-cell[interactable] [1376, 1768, 1402, 1794]
